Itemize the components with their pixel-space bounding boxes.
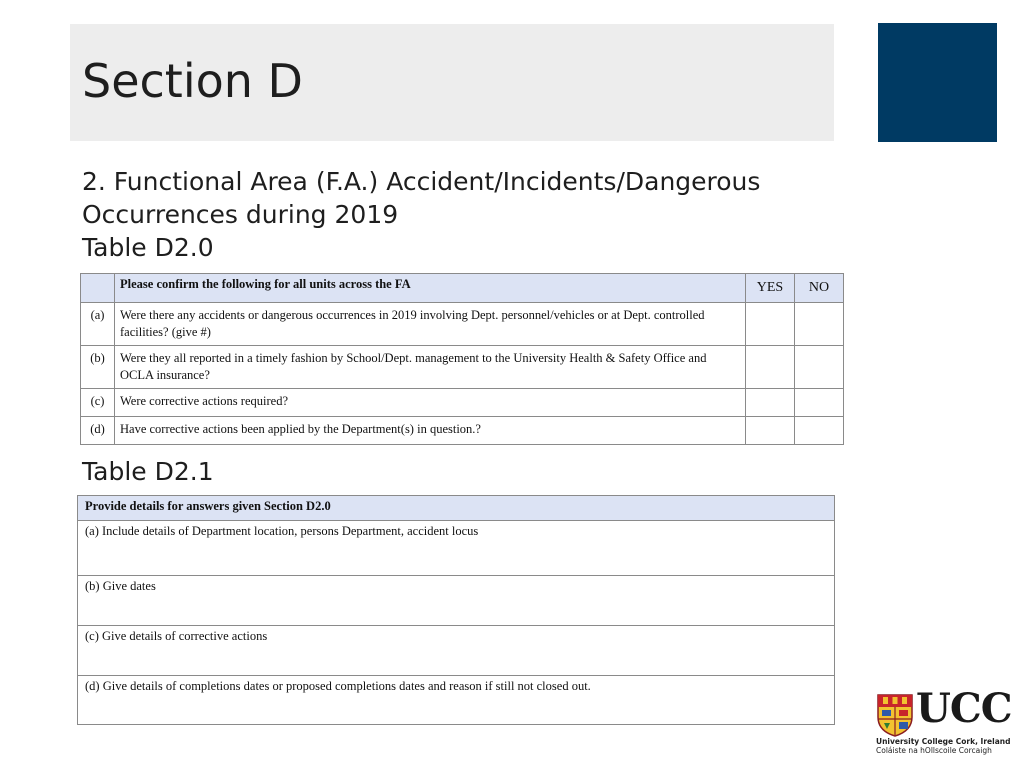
table-d20-caption: Table D2.0 xyxy=(82,233,214,262)
row-question: Have corrective actions been applied by the Department(s) in question.? xyxy=(115,417,746,445)
no-cell[interactable] xyxy=(795,303,844,346)
no-cell[interactable] xyxy=(795,346,844,389)
table-row xyxy=(81,303,844,346)
table-row xyxy=(78,521,835,576)
yes-column-header: YES xyxy=(746,274,795,303)
yes-cell[interactable] xyxy=(746,389,795,417)
table-row xyxy=(81,389,844,417)
table-row xyxy=(78,576,835,626)
detail-cell[interactable]: (b) Give dates xyxy=(78,576,835,626)
table-d20-header: Please confirm the following for all units across the FA xyxy=(115,274,746,303)
detail-cell[interactable]: (d) Give details of completions dates or proposed completions dates and reason if still not closed out. xyxy=(78,676,835,725)
row-question: Were they all reported in a timely fashion by School/Dept. management to the University Health & Safety Office and OCLA insurance? xyxy=(115,346,746,389)
detail-cell[interactable]: (c) Give details of corrective actions xyxy=(78,626,835,676)
ucc-name-irish: Coláiste na hOllscoile Corcaigh xyxy=(876,746,992,755)
row-label: (a) xyxy=(81,303,115,346)
row-label: (b) xyxy=(81,346,115,389)
ucc-name-english: University College Cork, Ireland xyxy=(876,737,1011,746)
ucc-wordmark: UCC xyxy=(916,685,1012,732)
table-d21 xyxy=(77,495,835,725)
yes-cell[interactable] xyxy=(746,417,795,445)
table-d21-header: Provide details for answers given Section D2.0 xyxy=(78,496,835,521)
ucc-logo xyxy=(876,685,1012,755)
row-label: (d) xyxy=(81,417,115,445)
title-band xyxy=(70,24,834,141)
no-column-header: NO xyxy=(795,274,844,303)
table-d21-caption: Table D2.1 xyxy=(82,457,214,486)
section-heading xyxy=(82,165,882,264)
row-question: Were there any accidents or dangerous occurrences in 2019 involving Dept. personnel/vehicles or at Dept. controlled facilities? (give #) xyxy=(115,303,746,346)
detail-cell[interactable]: (a) Include details of Department location, persons Department, accident locus xyxy=(78,521,835,576)
header-blank-cell xyxy=(81,274,115,303)
table-d20 xyxy=(80,273,844,445)
yes-cell[interactable] xyxy=(746,346,795,389)
no-cell[interactable] xyxy=(795,417,844,445)
slide-title: Section D xyxy=(82,54,303,108)
table-header-row xyxy=(81,274,844,303)
yes-cell[interactable] xyxy=(746,303,795,346)
row-question: Were corrective actions required? xyxy=(115,389,746,417)
table-header-row xyxy=(78,496,835,521)
accent-box xyxy=(878,23,997,142)
ucc-crest-icon xyxy=(876,693,914,737)
row-label: (c) xyxy=(81,389,115,417)
no-cell[interactable] xyxy=(795,389,844,417)
table-row xyxy=(81,417,844,445)
heading-line-1: 2. Functional Area (F.A.) Accident/Incidents/Dangerous xyxy=(82,167,761,196)
heading-line-2: Occurrences during 2019 xyxy=(82,200,399,229)
table-row xyxy=(78,626,835,676)
table-row xyxy=(81,346,844,389)
table-row xyxy=(78,676,835,725)
